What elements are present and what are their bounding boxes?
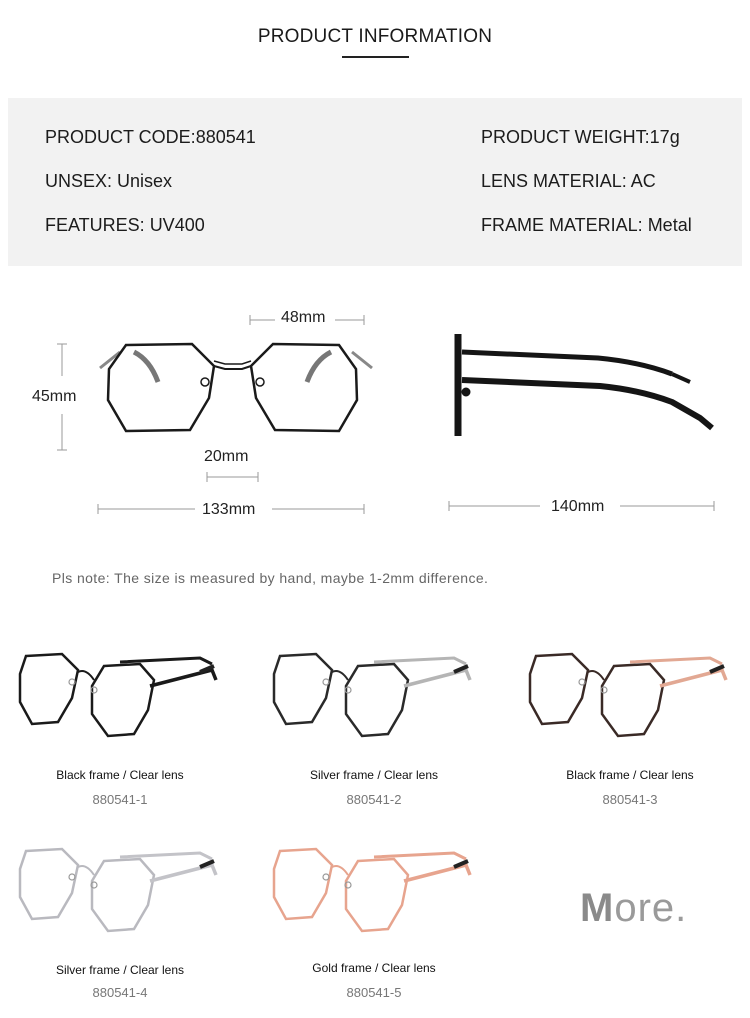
front-view-glasses	[100, 344, 372, 431]
spec-frame-material: FRAME MATERIAL: Metal	[481, 215, 692, 235]
temple-length-label: 140mm	[551, 498, 605, 515]
product-code: 880541-1	[92, 792, 148, 807]
product-card[interactable]	[254, 835, 494, 1018]
product-image	[0, 835, 240, 975]
spec-lens-material: LENS MATERIAL: AC	[481, 171, 656, 191]
more-link[interactable]: More.	[580, 886, 688, 930]
lens-height-label: 45mm	[32, 388, 77, 405]
spec-product-weight: PRODUCT WEIGHT:17g	[481, 127, 680, 147]
specs-panel	[8, 98, 742, 266]
side-view-glasses	[458, 334, 712, 436]
product-image	[254, 835, 494, 975]
spec-unisex: UNSEX: Unisex	[45, 171, 173, 191]
product-code: 880541-5	[346, 985, 402, 1000]
product-code: 880541-3	[602, 792, 658, 807]
product-image	[0, 640, 240, 780]
title-underline	[342, 56, 409, 58]
lens-width-label: 48mm	[281, 309, 326, 326]
product-card[interactable]	[254, 640, 494, 830]
size-note: Pls note: The size is measured by hand, maybe 1-2mm difference.	[52, 570, 489, 586]
product-image	[510, 640, 750, 780]
product-code: 880541-2	[346, 792, 402, 807]
product-name: Black frame / Clear lens	[56, 768, 184, 782]
dimension-drawing	[0, 290, 750, 530]
product-image	[254, 640, 494, 780]
page-title: PRODUCT INFORMATION	[257, 26, 493, 47]
spec-product-code: PRODUCT CODE:880541	[45, 127, 256, 147]
product-name: Silver frame / Clear lens	[309, 768, 439, 782]
bridge-width-label: 20mm	[204, 448, 249, 465]
product-name: Black frame / Clear lens	[566, 768, 694, 782]
dimension-diagram	[0, 290, 750, 530]
product-card[interactable]	[510, 640, 750, 830]
frame-width-label: 133mm	[202, 501, 256, 518]
product-name: Silver frame / Clear lens	[55, 963, 185, 977]
product-card[interactable]	[0, 835, 240, 1018]
spec-features: FEATURES: UV400	[45, 215, 205, 235]
product-card[interactable]	[0, 640, 240, 830]
product-code: 880541-4	[92, 985, 148, 1000]
page-header	[0, 0, 750, 90]
product-name: Gold frame / Clear lens	[312, 961, 436, 975]
